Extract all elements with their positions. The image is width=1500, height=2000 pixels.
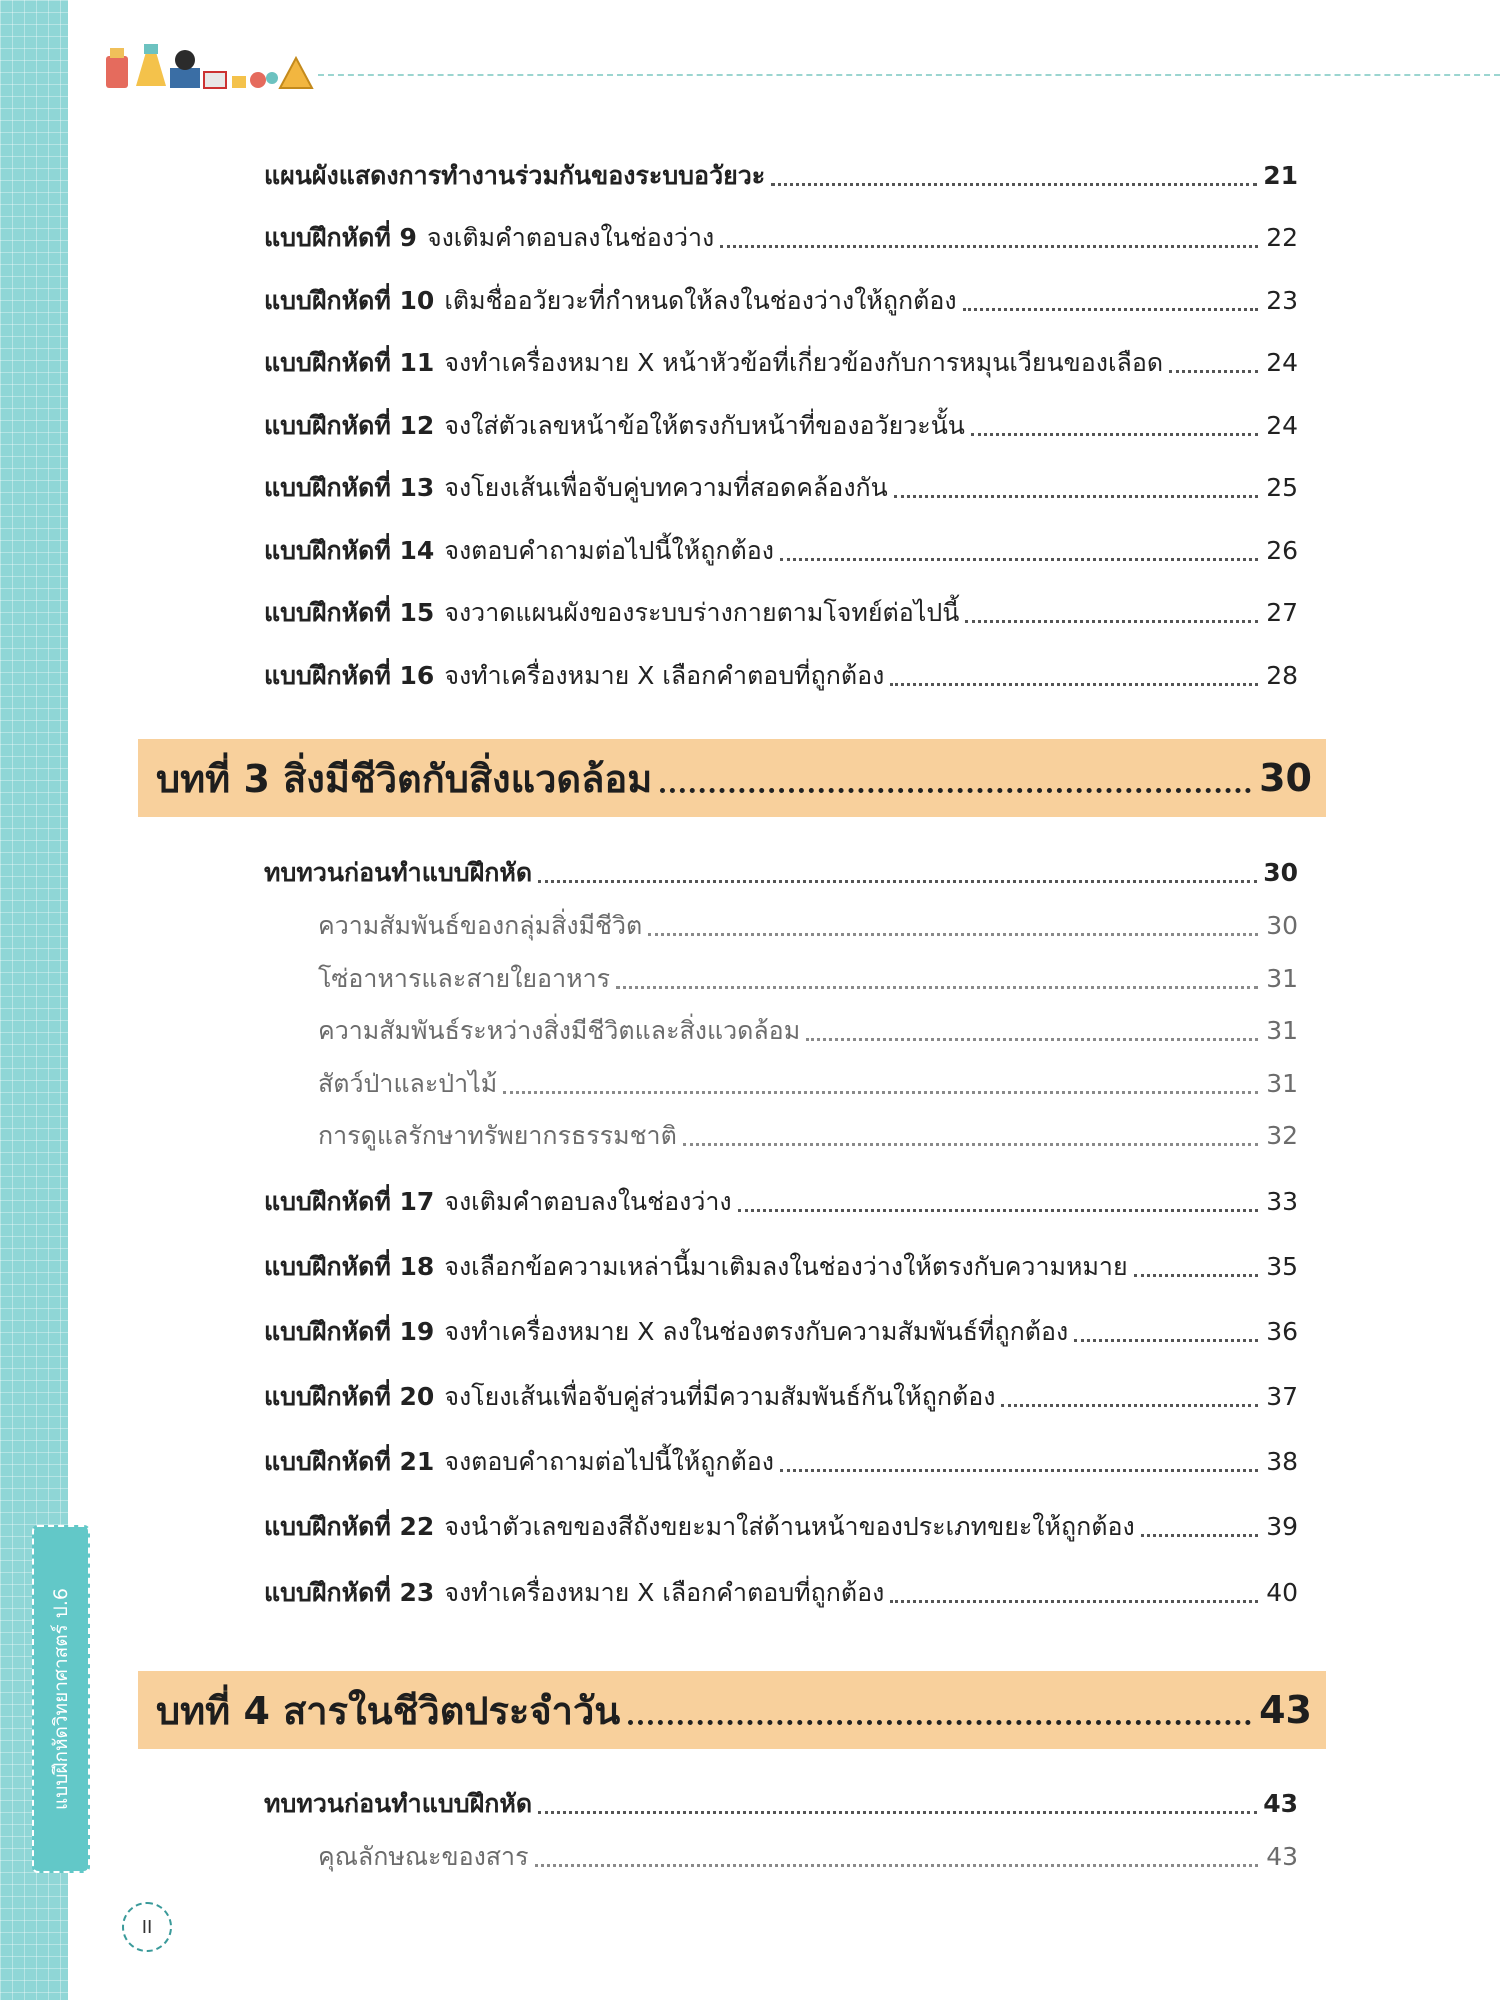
toc-page-number: 23	[1266, 286, 1298, 315]
toc-entry-review-ch4[interactable]	[264, 1782, 1298, 1826]
dot-leader	[971, 433, 1258, 436]
exercise-label: แบบฝึกหัดที่ 18	[264, 1252, 435, 1281]
toc-page-number: 31	[1266, 964, 1298, 993]
toc-page-number: 40	[1266, 1578, 1298, 1607]
toc-page-number: 38	[1266, 1447, 1298, 1476]
exercise-label: แบบฝึกหัดที่ 15	[264, 598, 435, 627]
dot-leader	[538, 880, 1257, 883]
dot-leader	[1141, 1534, 1258, 1537]
dot-leader	[1134, 1274, 1258, 1277]
dot-leader	[503, 1091, 1258, 1094]
toc-page-number: 39	[1266, 1512, 1298, 1541]
dot-leader	[963, 308, 1258, 311]
toc-entry-title: จงเติมคำตอบลงในช่องว่าง	[444, 1187, 732, 1216]
toc-entry-exercise-11[interactable]	[264, 341, 1298, 385]
exercise-label: แบบฝึกหัดที่ 12	[264, 411, 435, 440]
toc-entry-title: การดูแลรักษาทรัพยากรธรรมชาติ	[318, 1121, 677, 1150]
dot-leader	[616, 986, 1258, 989]
toc-page-number: 26	[1266, 536, 1298, 565]
toc-entry-title: จงเติมคำตอบลงในช่องว่าง	[426, 223, 715, 252]
dot-leader	[628, 1720, 1251, 1725]
exercise-label: แบบฝึกหัดที่ 19	[264, 1317, 435, 1346]
toc-entry-title: จงตอบคำถามต่อไปนี้ให้ถูกต้อง	[444, 1447, 774, 1476]
toc-page-number: 37	[1266, 1382, 1298, 1411]
header-divider	[318, 74, 1500, 76]
toc-page-number: 21	[1263, 161, 1298, 190]
toc-page-number: 22	[1266, 223, 1298, 252]
toc-entry-title: จงตอบคำถามต่อไปนี้ให้ถูกต้อง	[444, 536, 774, 565]
dot-leader	[648, 933, 1258, 936]
dot-leader	[738, 1209, 1258, 1212]
dot-leader	[890, 1600, 1258, 1603]
toc-page-number: 30	[1263, 858, 1298, 887]
exercise-label: แบบฝึกหัดที่ 14	[264, 536, 435, 565]
chapter-title: บทที่ 4 สารในชีวิตประจำวัน	[156, 1688, 621, 1733]
dot-leader	[965, 620, 1258, 623]
toc-entry-title: จงเลือกข้อความเหล่านี้มาเติมลงในช่องว่างให้ตรงกับความหมาย	[444, 1252, 1128, 1281]
dot-leader	[1169, 370, 1258, 373]
toc-page-number: 35	[1266, 1252, 1298, 1281]
exercise-label: แบบฝึกหัดที่ 23	[264, 1578, 435, 1607]
toc-page-number: 27	[1266, 598, 1298, 627]
dot-leader	[780, 558, 1258, 561]
toc-page-number: 32	[1266, 1121, 1298, 1150]
toc-page-number: 43	[1263, 1789, 1298, 1818]
exercise-label: แบบฝึกหัดที่ 11	[264, 348, 435, 377]
toc-subentry[interactable]	[318, 1114, 1298, 1158]
chapter-page-number: 43	[1259, 1688, 1312, 1732]
toc-entry-title: คุณลักษณะของสาร	[318, 1842, 529, 1871]
dot-leader	[1074, 1339, 1258, 1342]
toc-entry-title: ความสัมพันธ์ระหว่างสิ่งมีชีวิตและสิ่งแวดล้อม	[318, 1016, 801, 1045]
toc-subentry[interactable]	[318, 957, 1298, 1001]
toc-page-number: 30	[1266, 911, 1298, 940]
toc-page-number: 24	[1266, 411, 1298, 440]
dot-leader	[806, 1038, 1258, 1041]
toc-entry-title: จงนำตัวเลขของสีถังขยะมาใส่ด้านหน้าของประเภทขยะให้ถูกต้อง	[444, 1512, 1135, 1541]
dot-leader	[771, 183, 1257, 186]
toc-subentry[interactable]	[318, 1009, 1298, 1053]
toc-entry-exercise-21[interactable]	[264, 1440, 1298, 1484]
toc-entry-exercise-23[interactable]	[264, 1571, 1298, 1615]
toc-entry-title: สัตว์ป่าและป่าไม้	[318, 1069, 498, 1098]
toc-entry-title: ทบทวนก่อนทำแบบฝึกหัด	[264, 858, 533, 887]
toc-entry-exercise-19[interactable]	[264, 1310, 1298, 1354]
toc-entry-title: จงทำเครื่องหมาย X ลงในช่องตรงกับความสัมพันธ์ที่ถูกต้อง	[444, 1317, 1069, 1346]
toc-entry-exercise-20[interactable]	[264, 1375, 1298, 1419]
toc-entry-exercise-14[interactable]	[264, 529, 1298, 573]
toc-entry-organ-diagram[interactable]	[264, 154, 1298, 198]
toc-entry-title: จงวาดแผนผังของระบบร่างกายตามโจทย์ต่อไปนี้	[444, 598, 960, 627]
exercise-label: แบบฝึกหัดที่ 9	[264, 223, 417, 252]
exercise-label: แบบฝึกหัดที่ 13	[264, 473, 435, 502]
toc-entry-exercise-15[interactable]	[264, 591, 1298, 635]
toc-entry-title: โซ่อาหารและสายใยอาหาร	[318, 964, 611, 993]
toc-entry-exercise-12[interactable]	[264, 404, 1298, 448]
toc-entry-title: ความสัมพันธ์ของกลุ่มสิ่งมีชีวิต	[318, 911, 643, 940]
chapter-4-heading[interactable]	[138, 1671, 1326, 1749]
exercise-label: แบบฝึกหัดที่ 20	[264, 1382, 435, 1411]
dot-leader	[780, 1469, 1258, 1472]
chapter-title: บทที่ 3 สิ่งมีชีวิตกับสิ่งแวดล้อม	[156, 756, 653, 801]
page-number-badge: II	[122, 1902, 172, 1952]
toc-page-number: 24	[1266, 348, 1298, 377]
toc-page-number: 43	[1266, 1842, 1298, 1871]
toc-entry-title: แผนผังแสดงการทำงานร่วมกันของระบบอวัยวะ	[264, 161, 766, 190]
chapter-page-number: 30	[1259, 756, 1312, 800]
exercise-label: แบบฝึกหัดที่ 17	[264, 1187, 435, 1216]
toc-entry-review-ch3[interactable]	[264, 851, 1298, 895]
toc-page-number: 36	[1266, 1317, 1298, 1346]
toc-page-number: 31	[1266, 1016, 1298, 1045]
toc-entry-exercise-22[interactable]	[264, 1505, 1298, 1549]
toc-entry-title: จงทำเครื่องหมาย X หน้าหัวข้อที่เกี่ยวข้องกับการหมุนเวียนของเลือด	[444, 348, 1164, 377]
toc-page-number: 31	[1266, 1069, 1298, 1098]
toc-entry-title: ทบทวนก่อนทำแบบฝึกหัด	[264, 1789, 533, 1818]
toc-subentry[interactable]	[318, 904, 1298, 948]
exercise-label: แบบฝึกหัดที่ 22	[264, 1512, 435, 1541]
science-lab-equipment-icon	[100, 28, 320, 98]
toc-page-number: 25	[1266, 473, 1298, 502]
toc-subentry[interactable]	[318, 1835, 1298, 1879]
book-title-vertical: แบบฝึกหัดวิทยาศาสตร์ ป.6	[50, 1588, 72, 1810]
exercise-label: แบบฝึกหัดที่ 21	[264, 1447, 435, 1476]
toc-entry-title: จงโยงเส้นเพื่อจับคู่ส่วนที่มีความสัมพันธ์กันให้ถูกต้อง	[444, 1382, 996, 1411]
toc-entry-exercise-9[interactable]	[264, 216, 1298, 260]
dot-leader	[535, 1864, 1258, 1867]
dot-leader	[538, 1811, 1257, 1814]
dot-leader	[720, 245, 1258, 248]
toc-entry-exercise-10[interactable]	[264, 279, 1298, 323]
toc-entry-exercise-18[interactable]	[264, 1245, 1298, 1289]
toc-page-number: 28	[1266, 661, 1298, 690]
toc-entry-title: จงโยงเส้นเพื่อจับคู่บทความที่สอดคล้องกัน	[444, 473, 888, 502]
exercise-label: แบบฝึกหัดที่ 16	[264, 661, 435, 690]
toc-subentry[interactable]	[318, 1062, 1298, 1106]
exercise-label: แบบฝึกหัดที่ 10	[264, 286, 435, 315]
toc-entry-exercise-17[interactable]	[264, 1180, 1298, 1224]
dot-leader	[660, 788, 1251, 793]
toc-entry-title: จงใส่ตัวเลขหน้าข้อให้ตรงกับหน้าที่ของอวัยวะนั้น	[444, 411, 965, 440]
dot-leader	[683, 1143, 1258, 1146]
toc-entry-title: จงทำเครื่องหมาย X เลือกคำตอบที่ถูกต้อง	[444, 661, 885, 690]
toc-entry-title: จงทำเครื่องหมาย X เลือกคำตอบที่ถูกต้อง	[444, 1578, 885, 1607]
chapter-3-heading[interactable]	[138, 739, 1326, 817]
dot-leader	[894, 495, 1258, 498]
toc-entry-exercise-13[interactable]	[264, 466, 1298, 510]
dot-leader	[1001, 1404, 1258, 1407]
toc-entry-title: เติมชื่ออวัยวะที่กำหนดให้ลงในช่องว่างให้ถูกต้อง	[444, 286, 957, 315]
dot-leader	[890, 683, 1258, 686]
toc-page-number: 33	[1266, 1187, 1298, 1216]
toc-entry-exercise-16[interactable]	[264, 654, 1298, 698]
